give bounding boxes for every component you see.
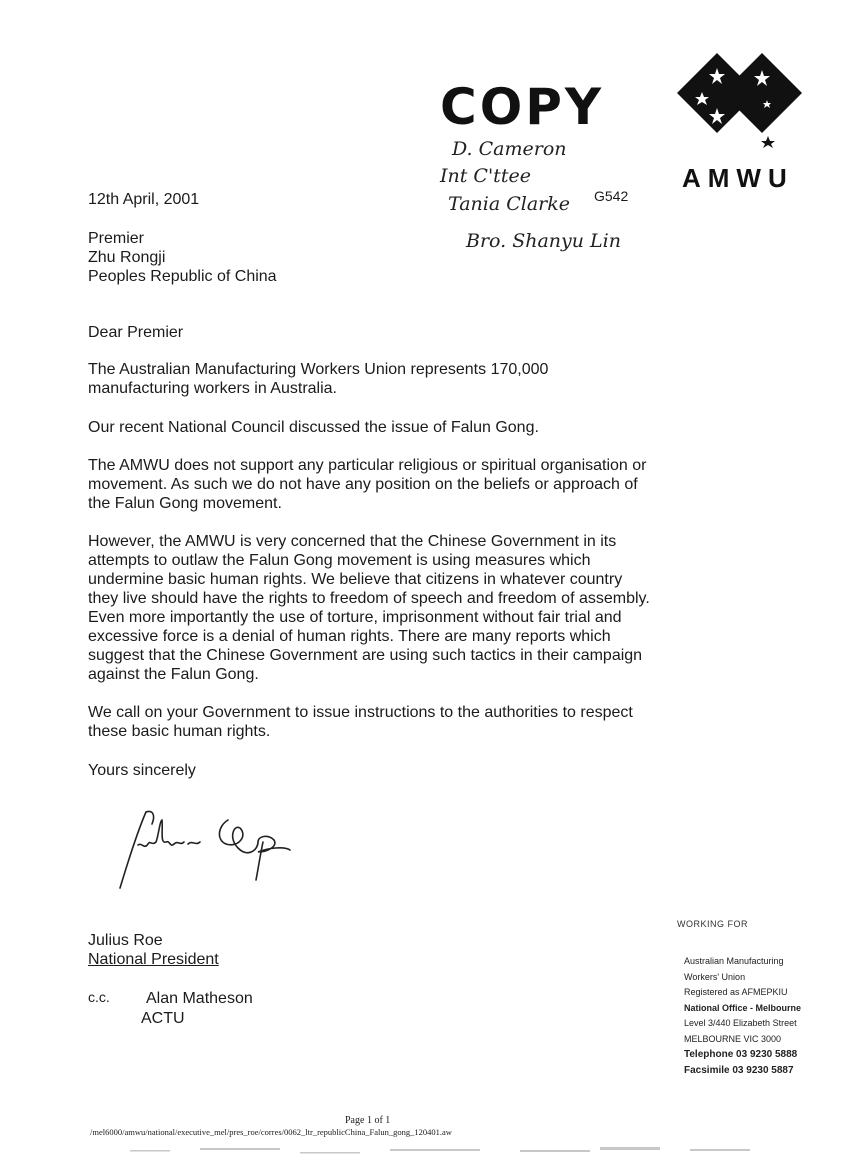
reference-code: G542 — [594, 188, 629, 204]
paragraph-4: However, the AMWU is very concerned that the Chinese Government in its attempts to outlaw the Falun Gong movement is using measures which undermine basic human rights. We believe that citizens in whatever country they live should have the rights to freedom of speech and freedom of assembly. Even more importantly the use of torture, imprisonment without fair trial and excessive force is a denial of human rights. There are many reports which suggest that the Chinese Government are using such tactics in their campaign against the Falun Gong. — [88, 533, 650, 683]
office-details — [684, 954, 801, 1078]
file-path: /mel6000/amwu/national/executive_mel/pres_roe/corres/0062_ltr_republicChina_Falun_gong_120401.aw — [90, 1127, 452, 1137]
paragraph-5: We call on your Government to issue instructions to the authorities to respect these basic human rights. — [88, 704, 633, 740]
handwritten-line-1: D. Cameron — [452, 138, 567, 160]
office-line: National Office - Melbourne — [684, 1002, 802, 1013]
amwu-diamond-stars-logo-icon — [672, 48, 807, 148]
letter-date: 12th April, 2001 — [88, 191, 200, 208]
signer-name: Julius Roe — [88, 932, 163, 949]
sign-off: Yours sincerely — [88, 762, 196, 779]
signer-title: National President — [88, 951, 219, 968]
amwu-logo-text: AMWU — [682, 163, 794, 193]
salutation: Dear Premier — [88, 324, 184, 341]
cc-org: ACTU — [141, 1010, 185, 1027]
recipient-address — [88, 229, 277, 286]
recipient-line: Premier — [88, 230, 145, 247]
page-number: Page 1 of 1 — [345, 1115, 391, 1126]
paragraph-1: The Australian Manufacturing Workers Union represents 170,000 manufacturing workers in Australia. — [88, 361, 549, 397]
cc-name: Alan Matheson — [146, 990, 253, 1007]
office-line: Australian Manufacturing — [684, 956, 784, 966]
handwritten-line-4: Bro. Shanyu Lin — [466, 230, 621, 252]
handwritten-line-2: Int C'ttee — [440, 165, 531, 187]
office-facsimile: Facsimile 03 9230 5887 — [684, 1064, 794, 1076]
office-line: Registered as AFMEPKIU — [684, 987, 788, 997]
office-line: Workers' Union — [684, 971, 746, 982]
cc-label: c.c. — [88, 989, 110, 1005]
recipient-line: Zhu Rongji — [88, 249, 166, 266]
handwritten-signature — [108, 800, 308, 895]
working-for-label: WORKING FOR — [677, 919, 748, 929]
office-line: Level 3/440 Elizabeth Street — [684, 1018, 797, 1028]
recipient-line: Peoples Republic of China — [88, 268, 277, 285]
paragraph-3: The AMWU does not support any particular religious or spiritual organisation or movement. As such we do not have any position on the beliefs or approach of the Falun Gong movement. — [88, 457, 647, 512]
paragraph-2: Our recent National Council discussed the issue of Falun Gong. — [88, 419, 539, 436]
signer-block — [88, 931, 219, 969]
copy-stamp: COPY — [440, 78, 605, 136]
office-line: MELBOURNE VIC 3000 — [684, 1033, 782, 1044]
office-telephone: Telephone 03 9230 5888 — [684, 1049, 798, 1060]
scan-noise — [0, 1140, 850, 1167]
handwritten-line-3: Tania Clarke — [448, 193, 570, 215]
